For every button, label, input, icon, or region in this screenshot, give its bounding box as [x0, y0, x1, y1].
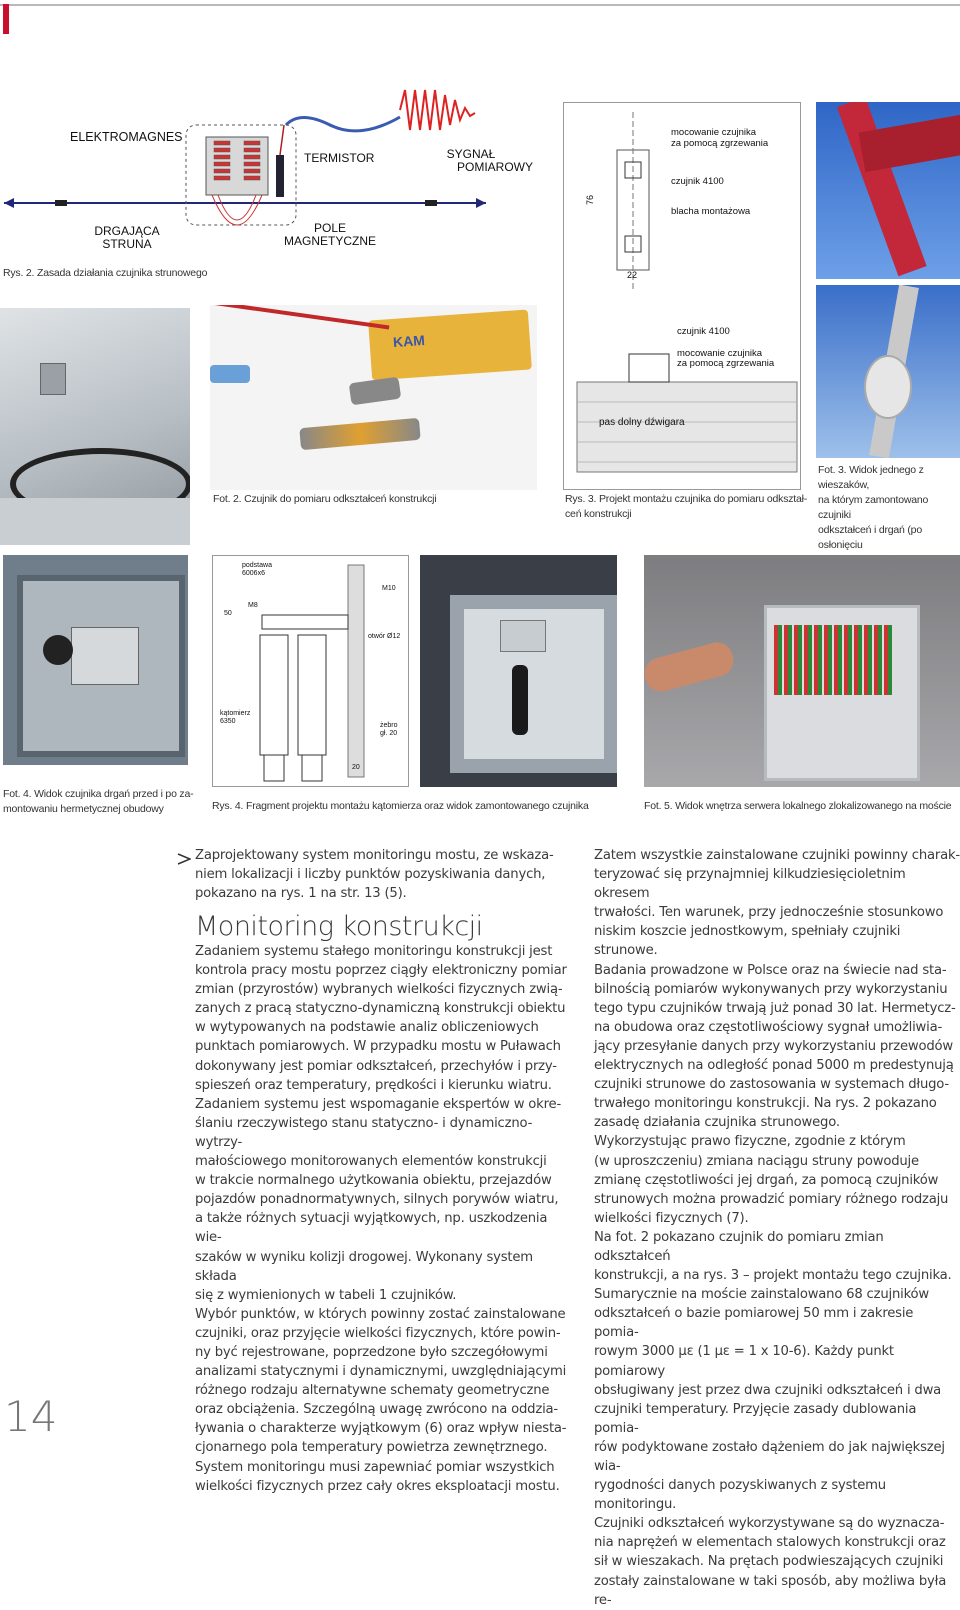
svg-text:M10: M10: [382, 585, 396, 592]
svg-text:POLE: POLE: [313, 221, 347, 235]
page-number: 14: [4, 1392, 58, 1441]
svg-text:6350: 6350: [220, 718, 236, 725]
svg-text:pas dolny dźwigara: pas dolny dźwigara: [599, 417, 685, 428]
sensor-brand-sticker: KAM: [392, 331, 426, 351]
svg-text:50: 50: [224, 610, 232, 617]
svg-text:żebro: żebro: [380, 722, 398, 729]
svg-text:blacha montażowa: blacha montażowa: [671, 206, 751, 217]
svg-text:mocowanie czujnika: mocowanie czujnika: [671, 127, 757, 138]
left-column-text: Zadaniem systemu stałego monitoringu konstrukcji jest kontrola pracy mostu poprzez ciągły elektroniczny pomiar zmian (przyrostów) wybranych wielkości fizycznych zwią- zanych z pracą statyczno-dynamiczną konstrukcji obiektu w wytypowanych na podstawie analiz obliczeniowych punktach pomiarowych. W przypadku mostu w Puławach dokonywany jest pomiar odkształceń, przechyłów i przy- spieszeń oraz temperatury, prędkości i kierunku wiatru. Zadaniem systemu jest wspomaganie ekspertów w okre- ślaniu rzeczywistego stanu statyczno- i dynamiczno-wytrzy- małościowego monitorowanych elementów konstrukcji w trakcie normalnego użytkowania obiektu, przejazdów pojazdów ponadnormatywnych, silnych porywów wiatru, a także różnych sytuacji wyjątkowych, np. uszkodzenia wie- szaków w wyniku kolizji drogowej. Wykonany system składa się z wymienionych w tabeli 1 czujników. Wybór punktów, w których powinny zostać zainstalowane czujniki, oraz przyjęcie wielkości fizycznych, które powin- ny być rejestrowane, poprzedzone było szczegółowymi analizami statycznymi i dynamicznymi, uwzględniającymi różnego rodzaju alternatywne schematy geometryczne oraz obciążenia. Szczególną uwagę zwrócono na oddzia- ływania o charakterze wyjątkowym (6) oraz wpływ niesta- cjonarnego pola temperatury powietrza zewnętrznego. System monitoringu musi zapewniać pomiar wszystkich wielkości fizycznych przez cały okres eksploatacji mostu.: [195, 944, 567, 1494]
svg-text:SYGNAŁ: SYGNAŁ: [446, 147, 496, 161]
svg-text:mocowanie czujnika: mocowanie czujnika: [677, 348, 763, 359]
caption-fot3: Fot. 3. Widok jednego z wieszaków, na którym zamontowano czujniki odkształceń i drgań (po osłonięciu: [818, 464, 929, 551]
svg-text:76: 76: [585, 194, 595, 205]
caption-rys2: Rys. 2. Zasada działania czujnika strunowego: [3, 267, 208, 279]
caption-rys4: Rys. 4. Fragment projektu montażu kątomierza oraz widok zamontowanego czujnika: [212, 800, 589, 812]
photo-strain-sensor: [210, 305, 537, 490]
svg-text:czujnik 4100: czujnik 4100: [677, 326, 730, 337]
svg-text:kątomierz: kątomierz: [220, 710, 251, 717]
svg-text:podstawa: podstawa: [242, 562, 272, 569]
svg-text:STRUNA: STRUNA: [102, 237, 152, 251]
svg-text:otwór Ø12: otwór Ø12: [368, 633, 401, 640]
photo-vibration-sensor-box: [3, 555, 188, 765]
photo-inclinometer: [420, 555, 617, 787]
svg-text:czujnik 4100: czujnik 4100: [671, 176, 724, 187]
photo-hanger-sensor: [816, 285, 960, 458]
section-heading: Monitoring konstrukcji: [195, 911, 483, 942]
svg-text:22: 22: [627, 270, 638, 280]
inclinometer-drawing: [212, 555, 409, 787]
right-column-text: Zatem wszystkie zainstalowane czujniki powinny charak- teryzować się przynajmniej kilkudziesięcioletnim okresem trwałości. Ten warunek, przy jednocześnie stosunkowo niskim koszcie jednostkowym, spełniały czujniki strunowe. Badania prowadzone w Polsce oraz na świecie nad sta- bilnością pomiarów wykonywanych przy wykorzystaniu tego typu czujników trwają już ponad 30 lat. Hermetycz- na obudowa oraz częstotliwościowy sygnał umożliwia- jący przesyłanie danych przy wykorzystaniu przewodów elektrycznych na odległość ponad 5000 m predestynują czujniki strunowe do zastosowania w systemach długo- trwałego monitoringu konstrukcji. Na rys. 2 pokazano zasadę działania czujnika strunowego. Wykorzystując prawo fizyczne, zgodnie z którym (w uproszczeniu) zmiana naciągu struny powoduje zmianę częstotliwości jej drgań, za pomocą czujników strunowych można prowadzić pomiary różnego rodzaju wielkości fizycznych (7). Na fot. 2 pokazano czujnik do pomiaru zmian odkształceń konstrukcji, a na rys. 3 – projekt montażu tego czujnika. Sumarycznie na moście zainstalowano 68 czujników odkształceń o bazie pomiarowej 50 mm i zakresie pomia- rowym 3000 με (1 με = 1 x 10-6). Każdy punkt pomiarowy obsługiwany jest przez dwa czujniki odkształceń i dwa czujniki temperatury. Przyjęcie zasady dublowania pomia- rów podyktowane zostało dążeniem do jak największej wia- rygodności danych pozyskiwanych z systemu monitoringu. Czujniki odkształceń wykorzystywane są do wyznacza- nia naprężeń w elementach stalowych konstrukcji oraz sił w wieszakach. Na prętach podwieszających czujniki zostały zainstalowane w taki sposób, aby możliwa była re-: [594, 848, 960, 1608]
caption-rys3: Rys. 3. Projekt montażu czujnika do pomiaru odkształ- ceń konstrukcji: [565, 493, 808, 520]
svg-text:6006x6: 6006x6: [242, 570, 265, 577]
intro-paragraph: Zaprojektowany system monitoringu mostu, ze wskaza- niem lokalizacji i liczby punktów pozyskiwania danych, pokazano na rys. 1 na str. 13 (5).: [195, 848, 554, 902]
photo-hanger-top: [816, 102, 960, 279]
header-rule: [0, 4, 960, 6]
svg-text:MAGNETYCZNE: MAGNETYCZNE: [283, 234, 377, 248]
caption-fot4: Fot. 4. Widok czujnika drgań przed i po za- montowaniu hermetycznej obudowy: [3, 788, 194, 815]
caption-fot2: Fot. 2. Czujnik do pomiaru odkształceń konstrukcji: [213, 493, 437, 505]
photo-sensor-cable: [0, 308, 190, 545]
svg-text:DRGAJĄCA: DRGAJĄCA: [94, 224, 160, 238]
svg-text:POMIAROWY: POMIAROWY: [456, 160, 534, 174]
section-color-mark: [3, 4, 9, 34]
sensor-principle-diagram: [0, 85, 552, 260]
caption-fot5: Fot. 5. Widok wnętrza serwera lokalnego zlokalizowanego na moście: [644, 800, 952, 812]
arrow-marker-icon: [177, 853, 191, 865]
svg-text:20: 20: [352, 764, 360, 771]
mounting-design-drawing: [563, 102, 801, 490]
svg-text:gł. 20: gł. 20: [380, 730, 398, 737]
photo-local-server: [644, 555, 960, 787]
svg-text:za pomocą zgrzewania: za pomocą zgrzewania: [671, 138, 769, 149]
label-electromagnet: ELEKTROMAGNES: [70, 130, 183, 144]
svg-text:M8: M8: [248, 602, 258, 609]
label-thermistor: TERMISTOR: [304, 151, 375, 165]
svg-text:za pomocą zgrzewania: za pomocą zgrzewania: [677, 358, 775, 369]
